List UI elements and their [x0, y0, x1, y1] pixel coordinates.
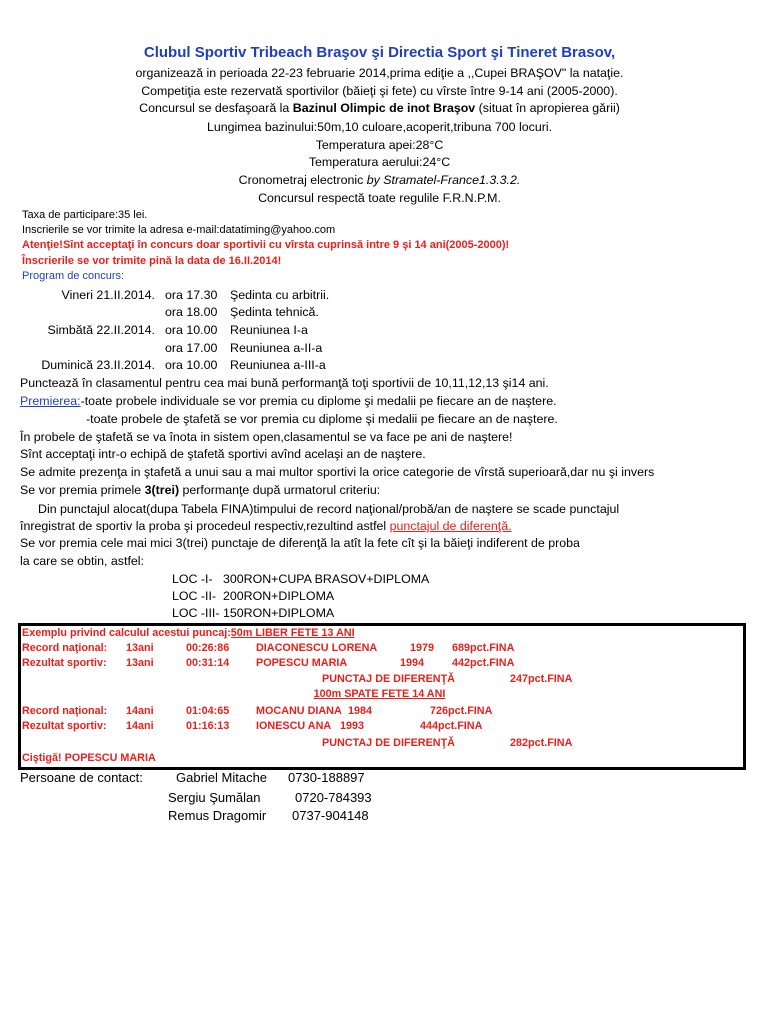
relay-team-line: Sînt acceptaţi intr-o echipă de ştafetă sportivi avînd acelaşi an de naştere. [20, 447, 426, 461]
example-row-age: 14ani [126, 720, 154, 732]
difference-points-link[interactable]: punctajul de diferenţă. [389, 519, 512, 533]
example-row-time: 00:31:14 [186, 657, 230, 669]
schedule-event: Şedinta tehnică. [230, 305, 319, 319]
pool-length: Lungimea bazinului:50m,10 culoare,acoperit,tribuna 700 locuri. [206, 120, 553, 134]
rules-line: Concursul respectă toate regulile F.R.N.P.M. [258, 191, 501, 205]
example-winner: Ciştigă! POPESCU MARIA [22, 752, 156, 764]
example-row-name: POPESCU MARIA [256, 657, 348, 669]
premierea-link[interactable]: Premierea: [20, 394, 81, 408]
criteria-line [20, 483, 380, 497]
relay-open-line: În probele de ştafetă se va înota in sistem open,clasamentul se va face pe ani de naştere! [20, 430, 513, 444]
points-explanation-2 [20, 519, 512, 533]
intro-line-1: organizează in perioada 22-23 februarie 2014,prima ediţie a ,,Cupei BRAŞOV" la nataţie. [135, 66, 624, 80]
example-row-points: 726pct.FINA [430, 705, 493, 717]
contact-phone[interactable]: 0720-784393 [295, 790, 372, 805]
example-event-2: 100m SPATE FETE 14 ANI [313, 688, 446, 700]
criteria-suffix: performanţe după urmatorul criteriu: [179, 483, 381, 497]
fee-line: Taxa de participare:35 lei. [22, 209, 148, 221]
contact-phone[interactable]: 0730-188897 [288, 770, 365, 785]
example-row-year: 1979 [410, 642, 435, 654]
prize-second: LOC -II- 200RON+DIPLOMA [172, 589, 335, 603]
venue-prefix: Concursul se desfaşoară la [139, 101, 293, 115]
example-row-year: 1994 [400, 657, 425, 669]
example-row-name: DIACONESCU LORENA [256, 642, 378, 654]
example-row-label: Rezultat sportiv: [22, 657, 107, 669]
points-explanation-1: Din punctajul alocat(dupa Tabela FINA)timpului de record naţional/probă/an de naştere se scade punctajul [38, 502, 620, 516]
criteria-count: 3(trei) [144, 483, 180, 497]
schedule-event: Reuniunea a-II-a [230, 341, 323, 355]
difference-label: PUNCTAJ DE DIFERENŢĂ [322, 673, 455, 685]
prize-third: LOC -III- 150RON+DIPLOMA [172, 606, 335, 620]
example-row-points: 689pct.FINA [452, 642, 515, 654]
example-intro-text: Exemplu privind calculul acestui puncaj: [22, 627, 231, 639]
example-row-label: Record naţional: [22, 705, 108, 717]
example-row-year: 1993 [340, 720, 365, 732]
venue-suffix: (situat în apropierea gării) [475, 101, 620, 115]
criteria-prefix: Se vor premia primele [20, 483, 145, 497]
example-row-name: IONESCU ANA [256, 720, 332, 732]
prize-first: LOC -I- 300RON+CUPA BRASOV+DIPLOMA [172, 572, 430, 586]
contact-name: Remus Dragomir [168, 808, 267, 823]
schedule-event: Reuniunea a-III-a [230, 358, 326, 372]
example-row-year: 1984 [348, 705, 373, 717]
scoring-paragraph: Punctează în clasamentul pentru cea mai bună performanţă toţi sportivii de 10,11,12,13 şi14 ani. [20, 376, 549, 390]
timing-prefix: Cronometraj electronic [238, 173, 367, 187]
timing-line [0, 173, 759, 187]
awards-line-1 [20, 394, 557, 408]
deadline-warning: Înscrierile se vor trimite pină la data de 16.II.2014! [22, 255, 282, 267]
prize-rule-1: Se vor premia cele mai mici 3(trei) punctaje de diferenţă la atît la fete cît şi la băieţi indiferent de proba [20, 536, 580, 550]
example-row-label: Rezultat sportiv: [22, 720, 107, 732]
contact-phone[interactable]: 0737-904148 [292, 808, 369, 823]
schedule-day: Vineri 21.II.2014. [61, 288, 155, 302]
timing-provider: by Stramatel-France1.3.3.2. [366, 173, 521, 187]
example-row-time: 00:26:86 [186, 642, 230, 654]
schedule-time: ora 10.00 [165, 358, 218, 372]
example-row-time: 01:04:65 [186, 705, 230, 717]
intro-line-2: Competiţia este rezervată sportivilor (băieţi şi fete) cu vîrste între 9-14 ani (2005-2000). [141, 84, 618, 98]
schedule-time: ora 17.00 [165, 341, 218, 355]
difference-value: 247pct.FINA [510, 673, 573, 685]
schedule-event: Reuniunea I-a [230, 323, 308, 337]
example-row-points: 444pct.FINA [420, 720, 483, 732]
example-row-label: Record naţional: [22, 642, 108, 654]
example-row-age: 13ani [126, 642, 154, 654]
relay-age-line: Se admite prezenţa in ştafetă a unui sau a mai multor sportivi la orice categorie de vîrstă superioară,dar nu şi invers [20, 465, 655, 479]
difference-label: PUNCTAJ DE DIFERENŢĂ [322, 737, 455, 749]
example-intro [22, 627, 355, 639]
schedule-time: ora 10.00 [165, 323, 218, 337]
schedule-day: Duminică 23.II.2014. [41, 358, 155, 372]
difference-value: 282pct.FINA [510, 737, 573, 749]
example-row-age: 13ani [126, 657, 154, 669]
venue-name: Bazinul Olimpic de inot Braşov [292, 101, 476, 115]
example-event-1: 50m LIBER FETE 13 ANI [230, 627, 355, 639]
points-explanation-prefix: înregistrat de sportiv la proba şi procedeul respectiv,rezultind astfel [20, 519, 390, 533]
schedule-event: Şedinta cu arbitrii. [230, 288, 330, 302]
age-warning: Atenţie!Sînt acceptaţi în concurs doar sportivii cu vîrsta cuprinsă intre 9 şi 14 ani(2005-2000)! [22, 239, 510, 251]
prize-rule-2: la care se obtin, astfel: [20, 554, 144, 568]
example-row-time: 01:16:13 [186, 720, 230, 732]
awards-relay: -toate probele de ştafetă se vor premia cu diplome şi medalii pe fiecare an de naştere. [86, 412, 558, 426]
awards-individual: -toate probele individuale se vor premia cu diplome şi medalii pe fiecare an de naştere. [80, 394, 557, 408]
schedule-time: ora 18.00 [165, 305, 218, 319]
email-line: Inscrierile se vor trimite la adresa e-mail:datatiming@yahoo.com [22, 224, 336, 236]
example-row-age: 14ani [126, 705, 154, 717]
contact-name: Gabriel Mitache [176, 770, 268, 785]
example-row-name: MOCANU DIANA [256, 705, 342, 717]
air-temperature: Temperatura aerului:24°C [308, 155, 451, 169]
page-title: Clubul Sportiv Tribeach Braşov şi Directia Sport şi Tineret Brasov, [143, 44, 616, 61]
example-row-points: 442pct.FINA [452, 657, 515, 669]
water-temperature: Temperatura apei:28°C [315, 138, 444, 152]
contacts-label: Persoane de contact: [20, 770, 143, 785]
schedule-time: ora 17.30 [165, 288, 218, 302]
schedule-day: Simbătă 22.II.2014. [47, 323, 155, 337]
program-label: Program de concurs: [22, 270, 125, 282]
contact-name: Sergiu Şumălan [168, 790, 261, 805]
intro-line-3 [0, 101, 759, 115]
